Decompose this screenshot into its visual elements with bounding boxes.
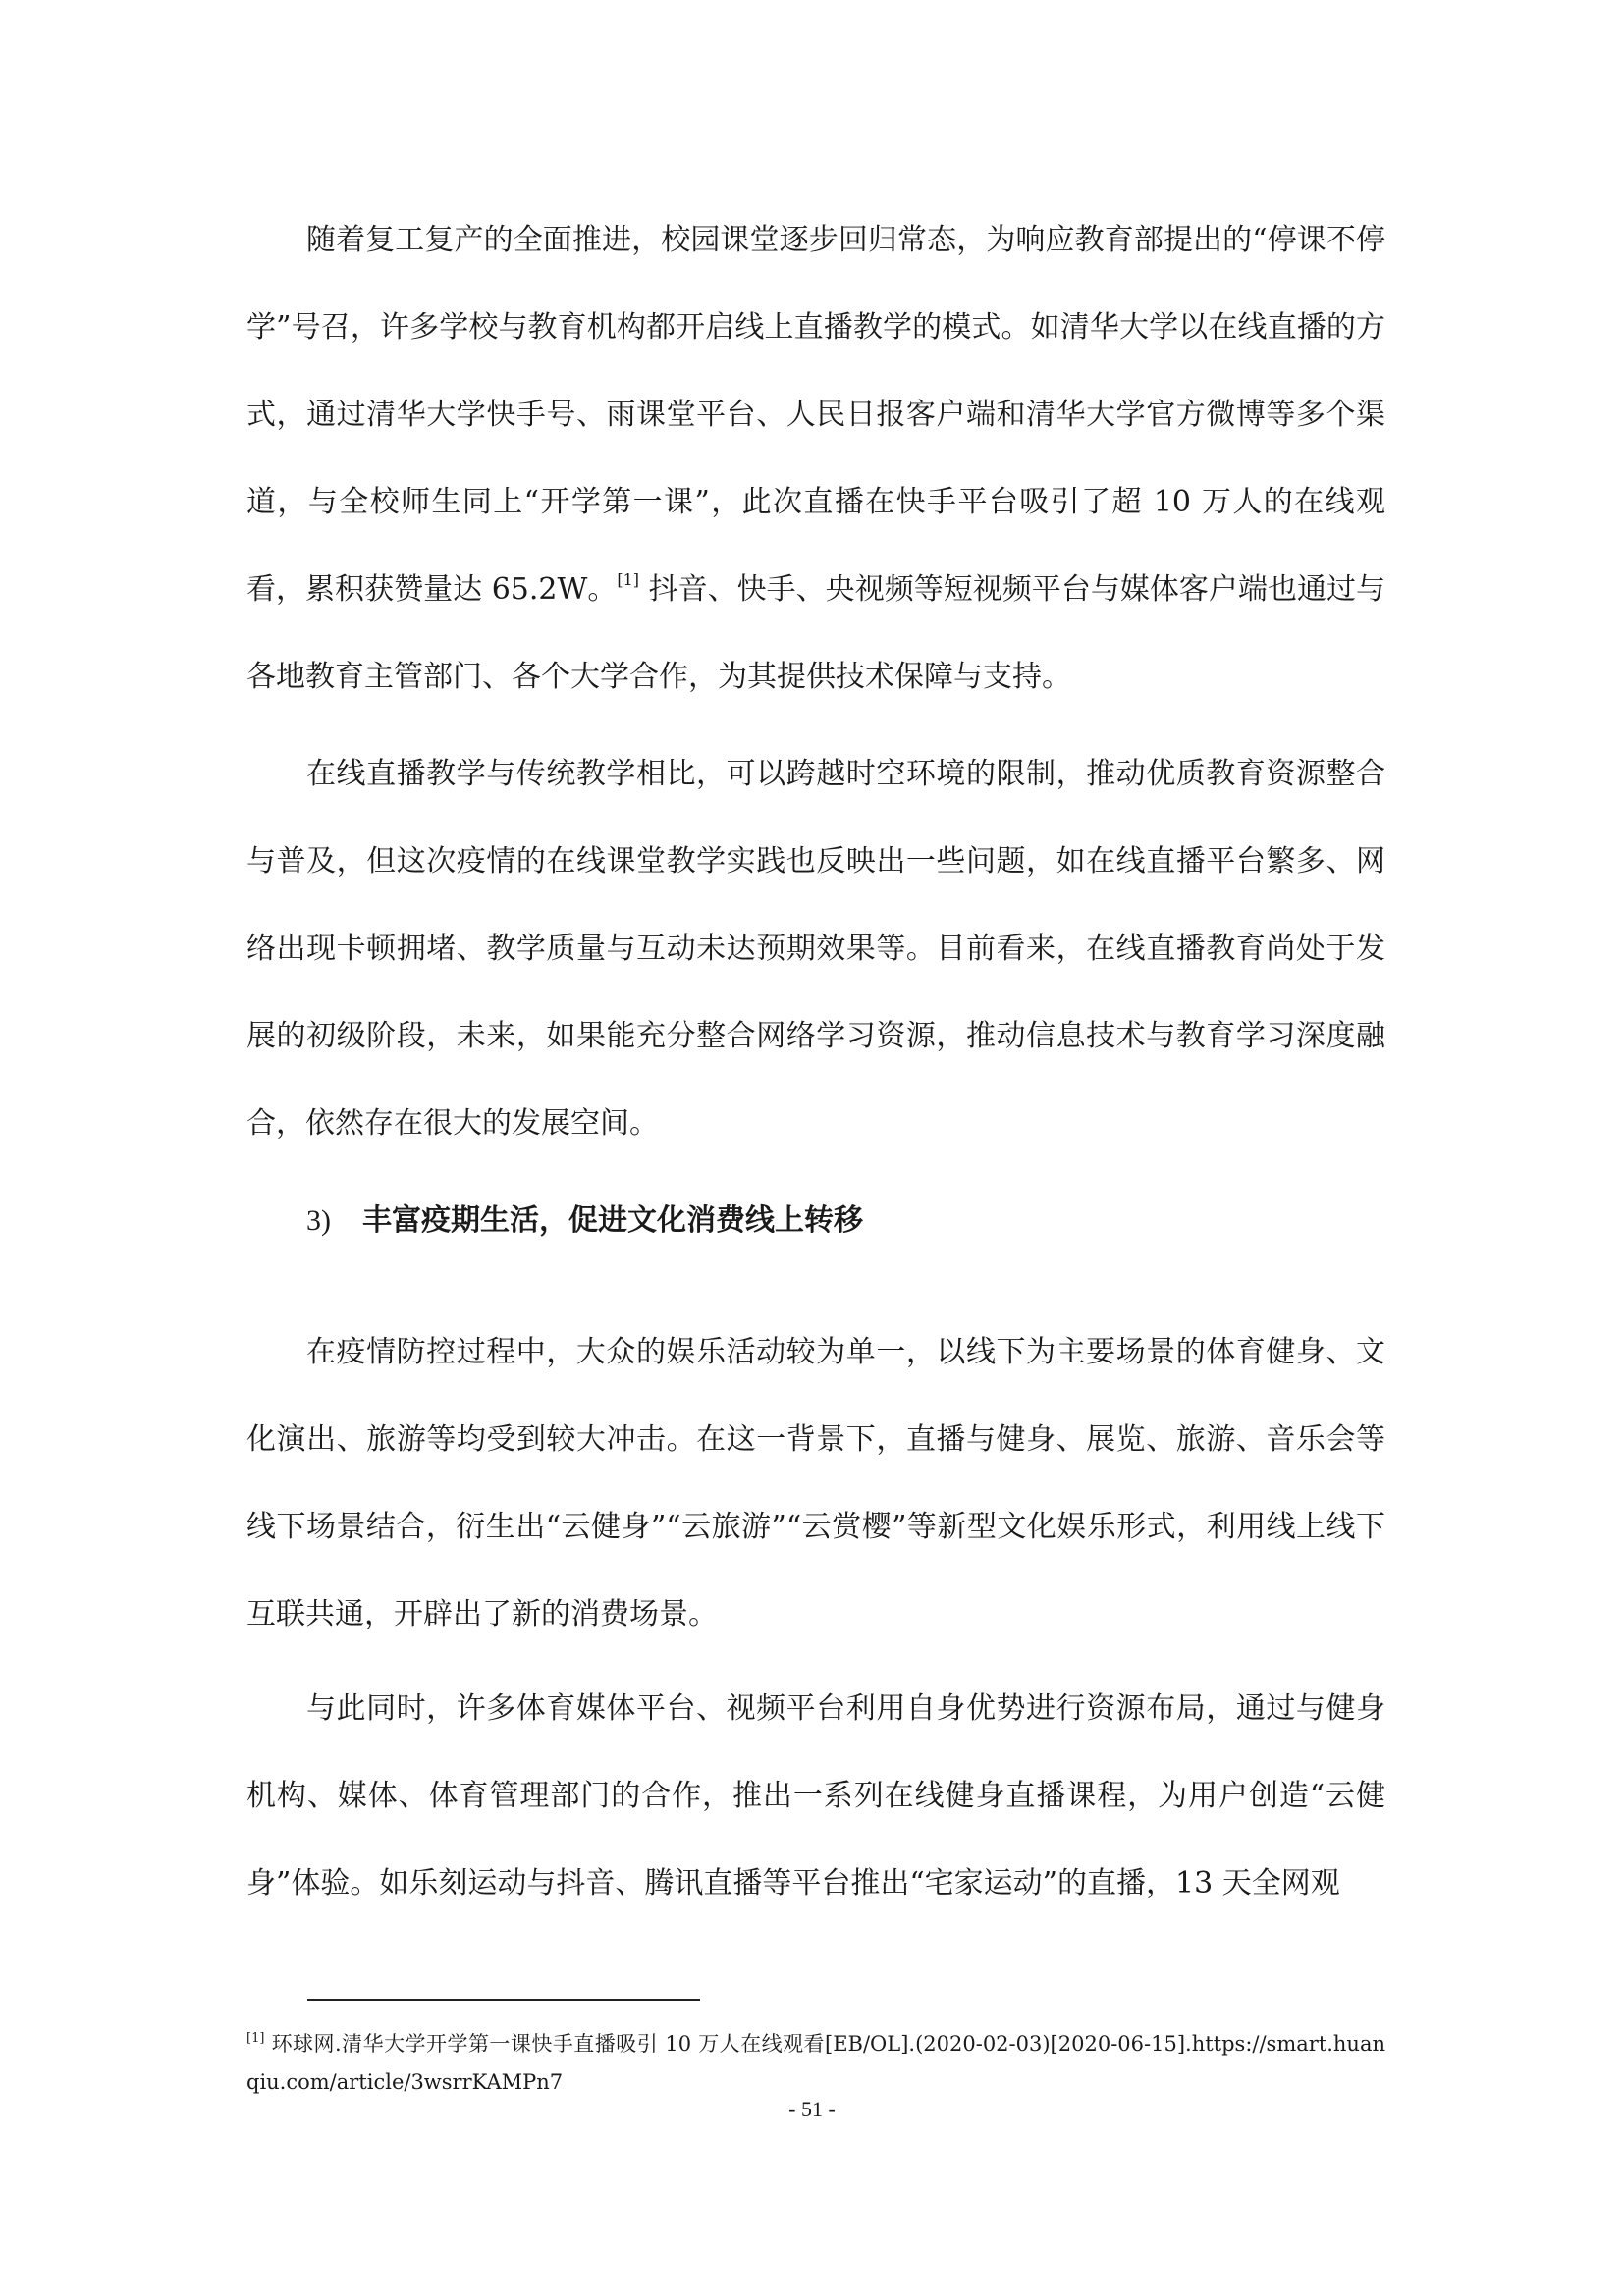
body-paragraph-4: 与此同时，许多体育媒体平台、视频平台利用自身优势进行资源布局，通过与健身机构、媒体、体育管理部门的合作，推出一系列在线健身直播课程，为用户创造“云健身”体验。如乐刻运动与抖音、腾讯直播等平台推出“宅家运动”的直播，13 天全网观 (246, 1691, 1385, 1900)
footnote (246, 2025, 1385, 2102)
footnote-text: 环球网.清华大学开学第一课快手直播吸引 10 万人在线观看[EB/OL].(2020-02-03)[2020-06-15].https://smart.huanqiu.com/article/3wsrrKAMPn7 (246, 2032, 1385, 2094)
section-heading-text: 丰富疫期生活，促进文化消费线上转移 (362, 1203, 863, 1238)
footnote-divider (307, 1999, 700, 2001)
citation-ref-1[interactable]: [1] (617, 570, 640, 589)
body-paragraph-3: 在疫情防控过程中，大众的娱乐活动较为单一，以线下为主要场景的体育健身、文化演出、旅游等均受到较大冲击。在这一背景下，直播与健身、展览、旅游、音乐会等线下场景结合，衍生出“云健身”“云旅游”“云赏樱”等新型文化娱乐形式，利用线上线下互联共通，开辟出了新的消费场景。 (246, 1335, 1385, 1631)
body-paragraph-2: 在线直播教学与传统教学相比，可以跨越时空环境的限制，推动优质教育资源整合与普及，但这次疫情的在线课堂教学实践也反映出一些问题，如在线直播平台繁多、网络出现卡顿拥堵、教学质量与互动未达预期效果等。目前看来，在线直播教育尚处于发展的初级阶段，未来，如果能充分整合网络学习资源，推动信息技术与教育学习深度融合，依然存在很大的发展空间。 (246, 757, 1385, 1141)
section-heading (306, 1187, 863, 1255)
paragraph-1-text: 随着复工复产的全面推进，校园课堂逐步回归常态，为响应教育部提出的“停课不停学”号召，许多学校与教育机构都开启线上直播教学的模式。如清华大学以在线直播的方式，通过清华大学快手号、雨课堂平台、人民日报客户端和清华大学官方微博等多个渠道，与全校师生同上“开学第一课”，此次直播在快手平台吸引了超 10 万人的在线观看，累积获赞量达 65.2W。 (246, 223, 1385, 607)
body-paragraph-1 (246, 196, 1385, 721)
paragraph-1-text-continued: 抖音、快手、央视频等短视频平台与媒体客户端也通过与各地教育主管部门、各个大学合作，为其提供技术保障与支持。 (246, 572, 1385, 694)
footnote-marker: [1] (246, 2031, 265, 2046)
section-heading-number: 3) (306, 1204, 331, 1237)
page-number: - 51 - (788, 2097, 836, 2121)
